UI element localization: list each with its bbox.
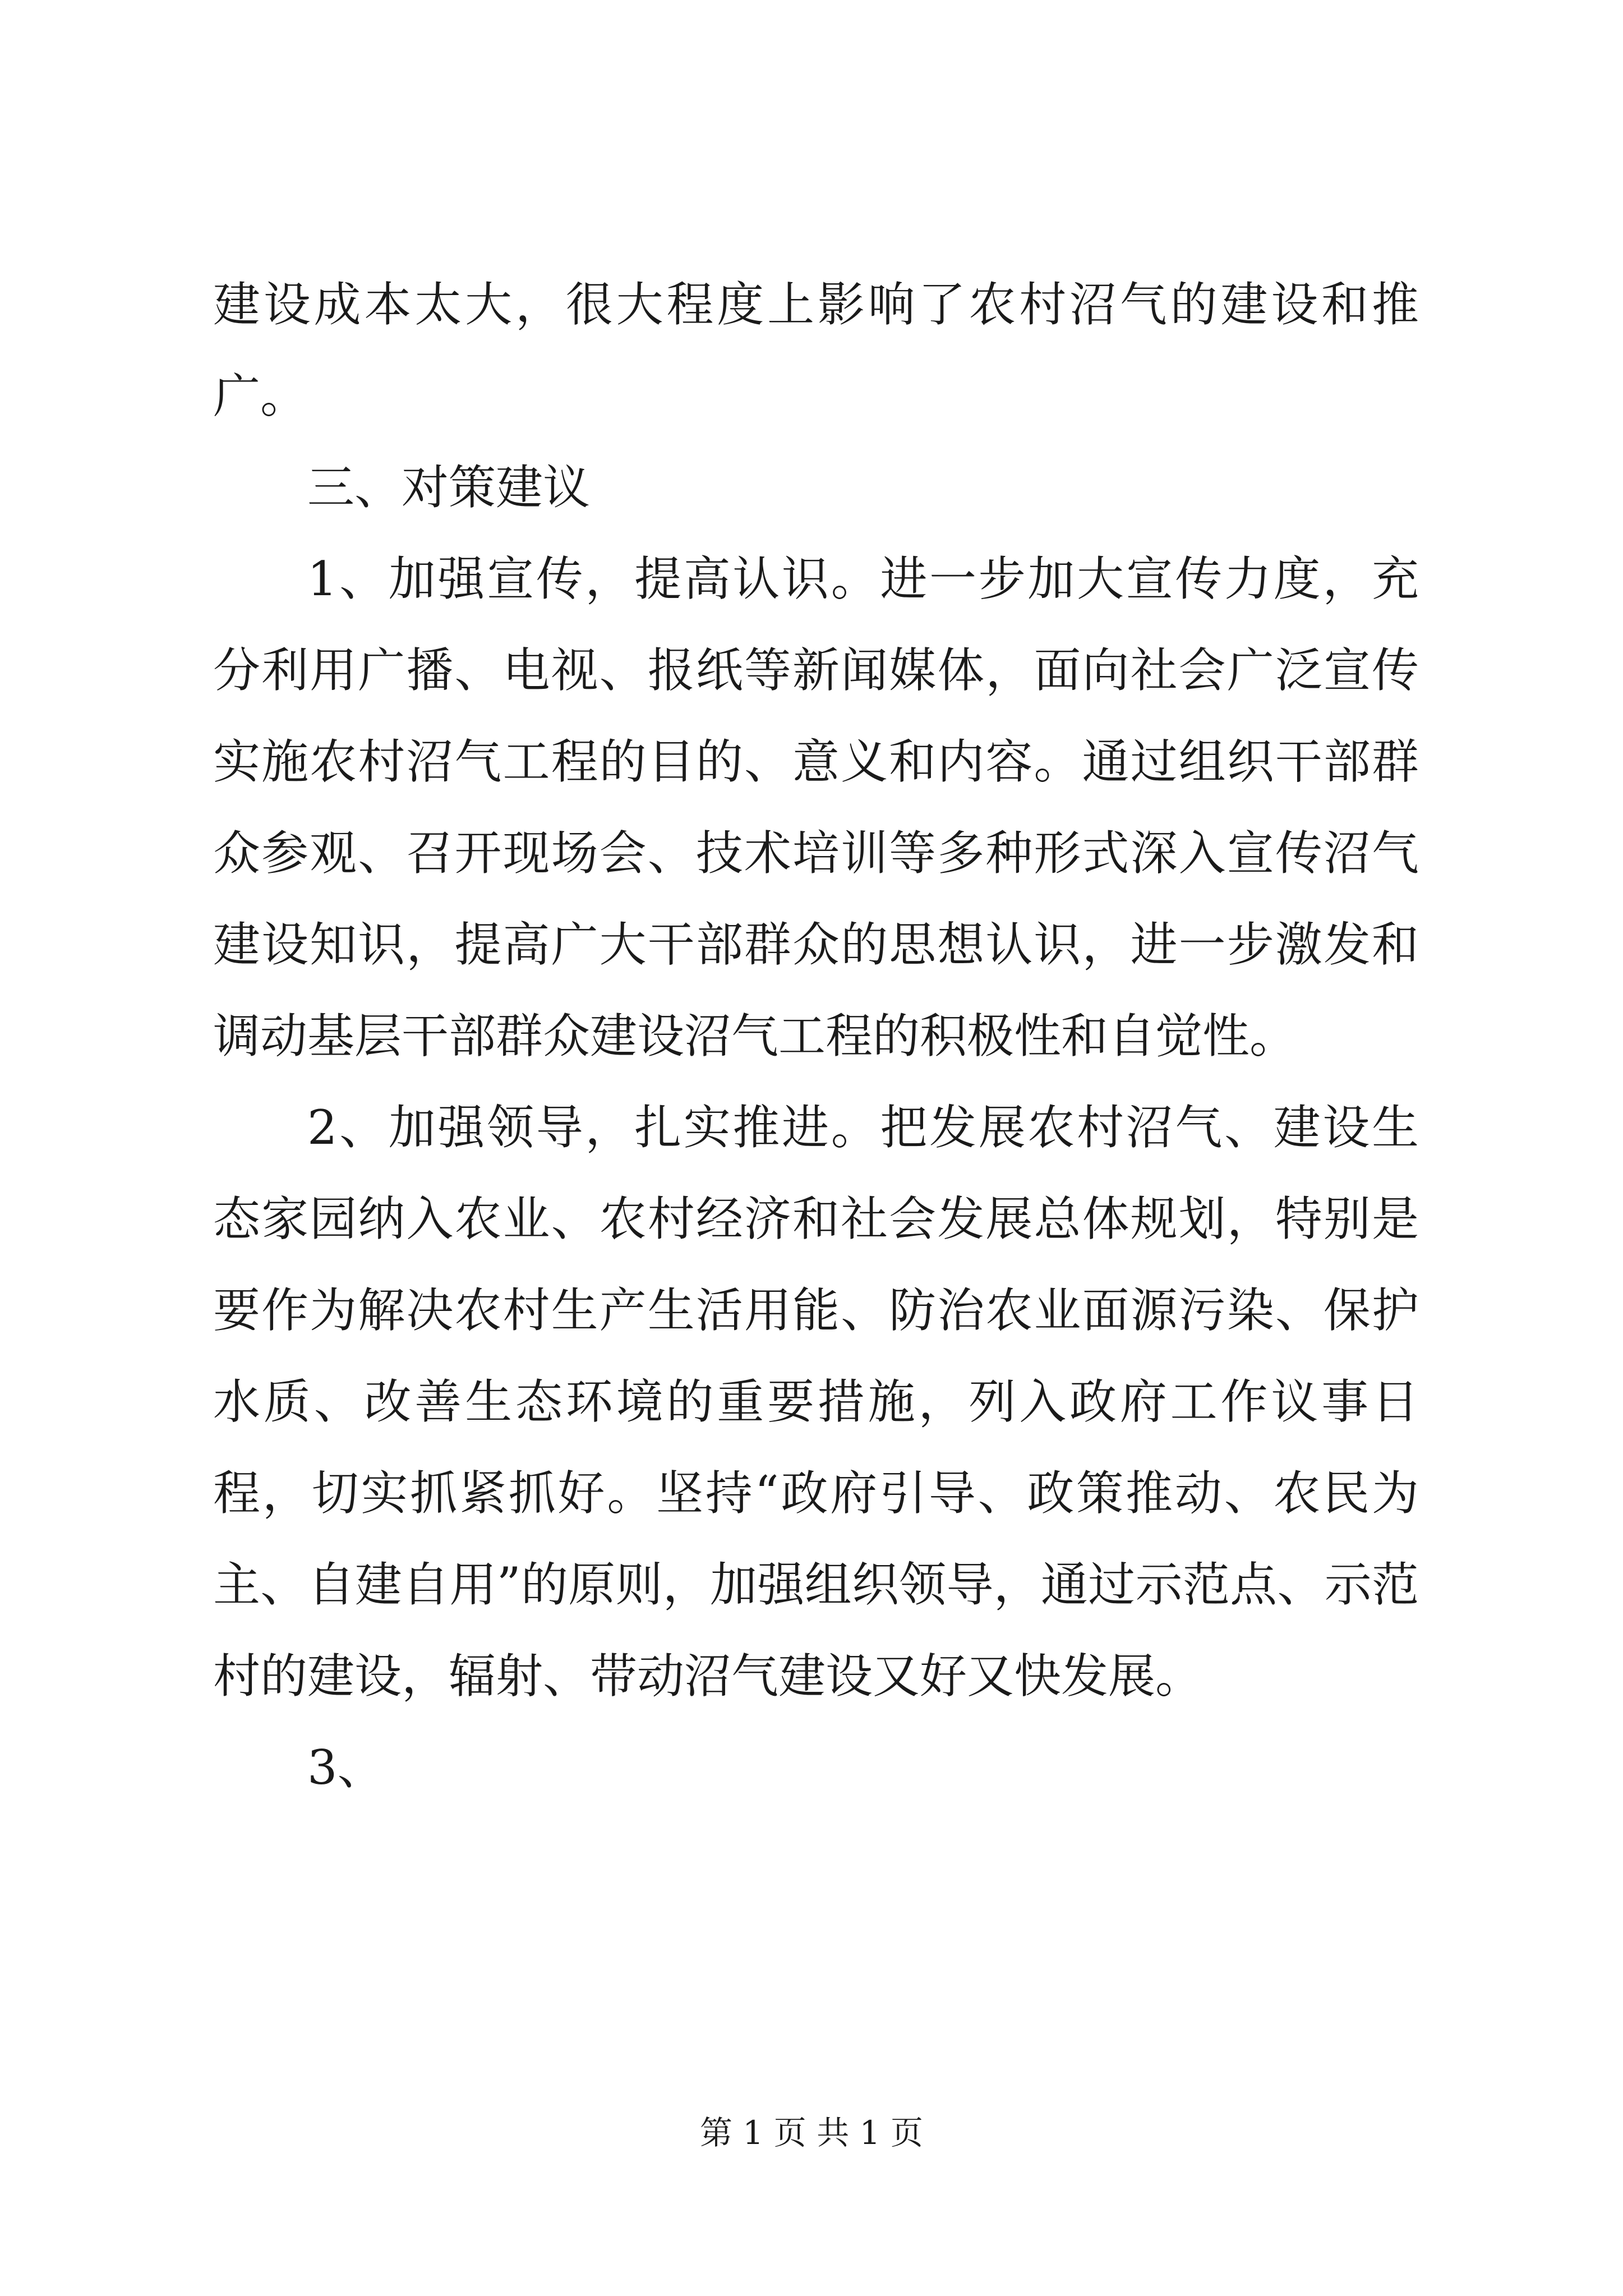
paragraph-item-2: 2、加强领导，扎实推进。把发展农村沼气、建设生态家园纳入农业、农村经济和社会发展总体规划，特别是要作为解决农村生产生活用能、防治农业面源污染、保护水质、改善生态环境的重要措施，列入政府工作议事日程，切实抓紧抓好。坚持“政府引导、政策推动、农民为主、自建自用”的原则，加强组织领导，通过示范点、示范村的建设，辐射、带动沼气建设又好又快发展。 [213, 1100, 1419, 1704]
section-heading-countermeasures: 三、对策建议 [307, 460, 591, 515]
paragraph-item-3: 3、 [307, 1740, 385, 1795]
paragraph-item-1: 1、加强宣传，提高认识。进一步加大宣传力度，充分利用广播、电视、报纸等新闻媒体，面向社会广泛宣传实施农村沼气工程的目的、意义和内容。通过组织干部群众参观、召开现场会、技术培训等多种形式深入宣传沼气建设知识，提高广大干部群众的思想认识，进一步激发和调动基层干部群众建设沼气工程的积极性和自觉性。 [213, 551, 1419, 1064]
document-body [213, 259, 1419, 1814]
page-footer: 第 1 页 共 1 页 [700, 2114, 923, 2152]
paragraph-continuation: 建设成本太大，很大程度上影响了农村沼气的建设和推广。 [213, 277, 1419, 424]
